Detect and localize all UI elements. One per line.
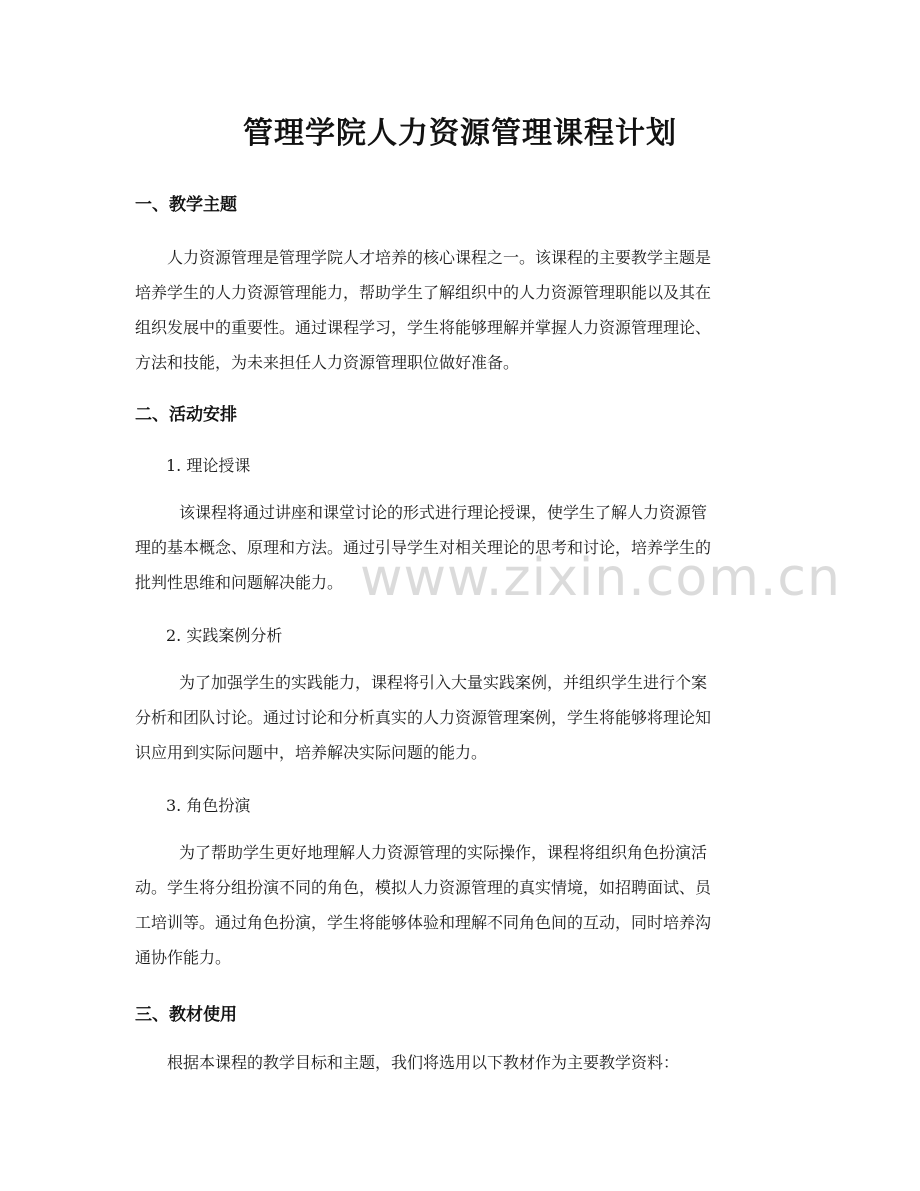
subheading-case-analysis: 2. 实践案例分析 [166,626,283,645]
section-heading-textbooks: 三、教材使用 [135,1005,237,1025]
section-heading-teaching-theme: 一、教学主题 [135,195,237,215]
paragraph-line: 方法和技能，为未来担任人力资源管理职位做好准备。 [135,353,520,372]
paragraph-line: 根据本课程的教学目标和主题，我们将选用以下教材作为主要教学资料： [167,1053,680,1072]
paragraph-line: 该课程将通过讲座和课堂讨论的形式进行理论授课，使学生了解人力资源管 [179,503,708,522]
section-heading-activities: 二、活动安排 [135,405,237,425]
paragraph-line: 组织发展中的重要性。通过课程学习，学生将能够理解并掌握人力资源管理理论、 [135,318,712,337]
paragraph-line: 分析和团队讨论。通过讨论和分析真实的人力资源管理案例，学生将能够将理论知 [135,708,712,727]
paragraph-line: 识应用到实际问题中，培养解决实际问题的能力。 [135,743,488,762]
paragraph-textbooks [135,1045,795,1080]
paragraph-case-analysis [135,665,795,770]
paragraph-line: 理的基本概念、原理和方法。通过引导学生对相关理论的思考和讨论，培养学生的 [135,538,712,557]
paragraph-line: 工培训等。通过角色扮演，学生将能够体验和理解不同角色间的互动，同时培养沟 [135,913,712,932]
paragraph-line: 通协作能力。 [135,948,232,967]
paragraph-line: 为了加强学生的实践能力，课程将引入大量实践案例，并组织学生进行个案 [179,673,708,692]
paragraph-line: 批判性思维和问题解决能力。 [135,573,344,592]
page-title: 管理学院人力资源管理课程计划 [243,116,677,151]
paragraph-line: 人力资源管理是管理学院人才培养的核心课程之一。该课程的主要教学主题是 [167,248,712,267]
paragraph-teaching-theme [135,240,795,380]
paragraph-role-play [135,835,795,975]
paragraph-line: 动。学生将分组扮演不同的角色，模拟人力资源管理的真实情境，如招聘面试、员 [135,878,712,897]
paragraph-line: 培养学生的人力资源管理能力，帮助学生了解组织中的人力资源管理职能以及其在 [135,283,712,302]
watermark: www.zixin.com.cn [360,548,841,608]
subheading-lecture: 1. 理论授课 [166,456,251,475]
subheading-role-play: 3. 角色扮演 [166,796,251,815]
paragraph-line: 为了帮助学生更好地理解人力资源管理的实际操作，课程将组织角色扮演活 [179,843,708,862]
paragraph-lecture [135,495,795,600]
